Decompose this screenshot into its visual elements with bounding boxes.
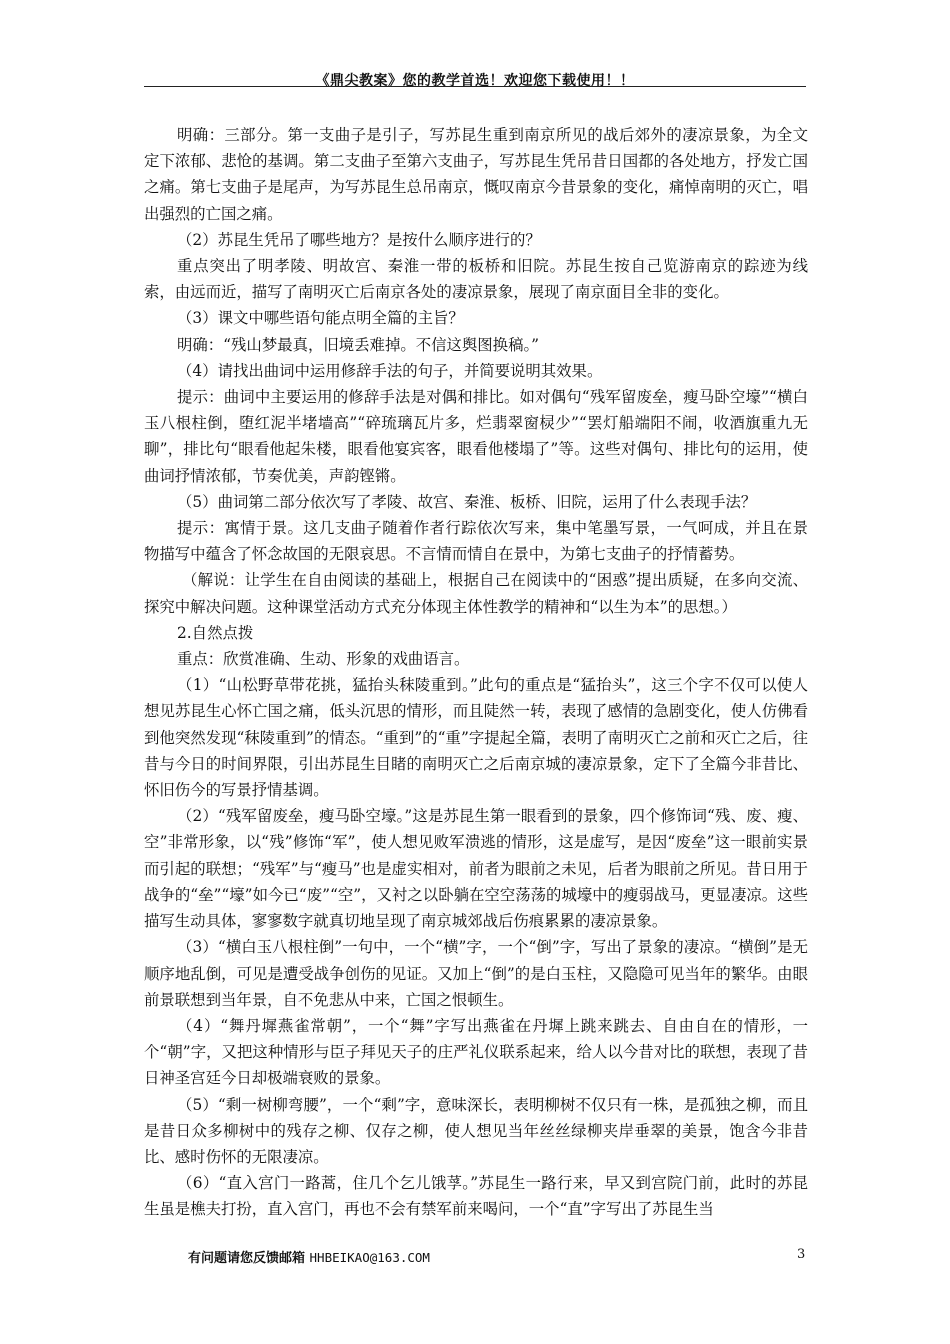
paragraph: 重点：欣赏准确、生动、形象的戏曲语言。 [177, 650, 470, 669]
paragraph: （2）“残军留废垒，瘦马卧空壕。”这是苏昆生第一眼看到的景象，四个修饰词“残、废、瘦、空”非常形象，以“残”修饰“军”，使人想见败军溃逃的情形，这是虚写，是因“废垒”这一眼前实景而引起的联想；“残军”与“瘦马”也是虚实相对，前者为眼前之未见，后者为眼前之所见。昔日用于战争的“垒”“壕”如今已“废”“空”，又衬之以卧躺在空空荡荡的城壕中的瘦弱战马，更显凄凉。这些描写生动具体，寥寥数字就真切地呈现了南京城郊战后伤痕累累的凄凉景象。 [144, 807, 808, 931]
paragraph: （3）课文中哪些语句能点明全篇的主旨？ [177, 309, 464, 328]
page-footer [0, 1247, 950, 1269]
paragraph: （3）“横白玉八根柱倒”一句中，一个“横”字，一个“倒”字，写出了景象的凄凉。“横倒”是无顺序地乱倒，可见是遭受战争创伤的见证。又加上“倒”的是白玉柱，又隐隐可见当年的繁华。由眼前景联想到当年景，自不免悲从中来，亡国之恨顿生。 [144, 938, 808, 1009]
paragraph: 明确：“残山梦最真，旧境丢难掉。不信这舆图换稿。” [177, 335, 540, 354]
paragraph: （解说：让学生在自由阅读的基础上，根据自己在阅读中的“困惑”提出质疑，在多向交流、探究中解决问题。这种课堂活动方式充分体现主体性教学的精神和“以生为本”的思想。） [144, 571, 808, 616]
paragraph: （4）请找出曲词中运用修辞手法的句子，并简要说明其效果。 [177, 361, 603, 380]
paragraph: 提示：曲词中主要运用的修辞手法是对偶和排比。如对偶句“残军留废垒，瘦马卧空壕”“横白玉八根柱倒，堕红泥半堵墙高”“碎琉璃瓦片多，烂翡翠窗棂少”“罢灯船端阳不闹，收酒旗重九无聊”，排比句“眼看他起朱楼，眼看他宴宾客，眼看他楼塌了”等。这些对偶句、排比句的运用，使曲词抒情浓郁，节奏优美，声韵铿锵。 [144, 388, 808, 485]
paragraph: （5）曲词第二部分依次写了孝陵、故宫、秦淮、板桥、旧院，运用了什么表现手法？ [177, 492, 757, 511]
paragraph: （5）“剩一树柳弯腰”，一个“剩”字，意味深长，表明柳树不仅只有一株，是孤独之柳，而且是昔日众多柳树中的残存之柳、仅存之柳，使人想见当年丝丝绿柳夹岸垂翠的美景，饱含今非昔比、感时伤怀的无限凄凉。 [144, 1095, 808, 1166]
paragraph: （4）“舞丹墀燕雀常朝”，一个“舞”字写出燕雀在丹墀上跳来跳去、自由自在的情形，一个“朝”字，又把这种情形与臣子拜见天子的庄严礼仪联系起来，给人以今昔对比的联想，表现了昔日神圣宫廷今日却极端衰败的景象。 [144, 1016, 808, 1088]
paragraph: 明确：三部分。第一支曲子是引子，写苏昆生重到南京所见的战后郊外的凄凉景象，为全文定下浓郁、悲怆的基调。第二支曲子至第六支曲子，写苏昆生凭吊昔日国都的各处地方，抒发亡国之痛。第七支曲子是尾声，为写苏昆生总吊南京，慨叹南京今昔景象的变化，痛悼南明的灭亡，唱出强烈的亡国之痛。 [144, 126, 808, 223]
footer-email: HHBEIKAO@163.COM [309, 1250, 430, 1265]
footer-feedback [188, 1247, 430, 1266]
paragraph: 提示：寓情于景。这几支曲子随着作者行踪依次写来，集中笔墨写景，一气呵成，并且在景物描写中蕴含了怀念故国的无限哀思。不言情而情自在景中，为第七支曲子的抒情蓄势。 [144, 519, 808, 564]
header-divider [144, 86, 806, 87]
page-header: 《鼎尖教案》您的教学首选！欢迎您下载使用！！ [315, 73, 635, 89]
paragraph: （1）“山松野草带花挑，猛抬头秣陵重到。”此句的重点是“猛抬头”，这三个字不仅可以使人想见苏昆生心怀亡国之痛，低头沉思的情形，而且陡然一转，表现了感情的急剧变化，使人仿佛看到他突然发现“秣陵重到”的情态。“重到”的“重”字提起全篇，表明了南明灭亡之前和灭亡之后，往昔与今日的时间界限，引出苏昆生目睹的南明灭亡之后南京城的凄凉景象，定下了全篇今非昔比、怀旧伤今的写景抒情基调。 [144, 676, 808, 800]
paragraph: （2）苏昆生凭吊了哪些地方？是按什么顺序进行的？ [177, 230, 541, 249]
page-number: 3 [797, 1247, 806, 1262]
footer-feedback-text: 有问题请您反馈邮箱 [188, 1251, 310, 1266]
paragraph: 重点突出了明孝陵、明故宫、秦淮一带的板桥和旧院。苏昆生按自己览游南京的踪迹为线索，由远而近，描写了南明灭亡后南京各处的凄凉景象，展现了南京面目全非的变化。 [144, 257, 808, 302]
paragraph: 2.自然点拨 [177, 623, 254, 642]
paragraph: （6）“直入宫门一路蒿，住几个乞儿饿莩。”苏昆生一路行来，早又到宫院门前，此时的苏昆生虽是樵夫打扮，直入宫门，再也不会有禁军前来喝问，一个“直”字写出了苏昆生当 [144, 1174, 808, 1219]
document-body [144, 122, 808, 1223]
